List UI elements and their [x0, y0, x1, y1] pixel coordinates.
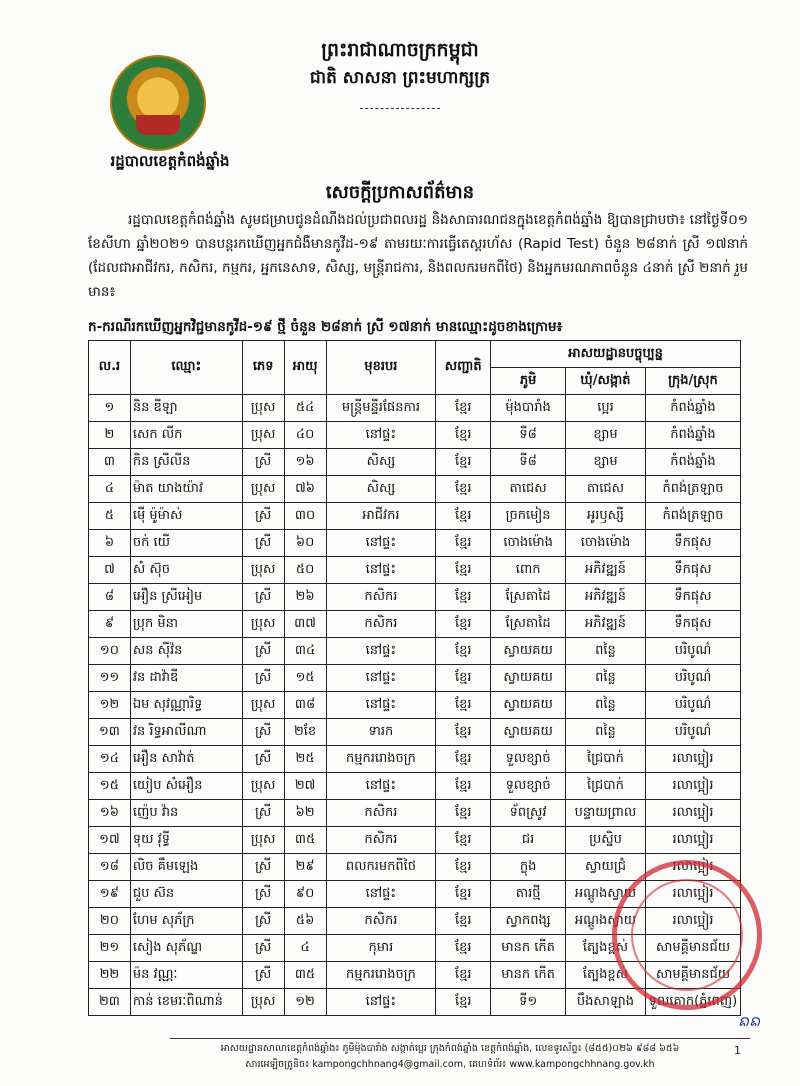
row-district: ទឹកផុស [645, 611, 740, 638]
table-row [89, 422, 741, 449]
row-name: សំ ស៊ុច [130, 557, 242, 584]
row-age: ៣០ [284, 503, 326, 530]
row-name: វន រិទ្ធអាលីណា [130, 719, 242, 746]
row-age: ៣៥ [284, 827, 326, 854]
row-no: ៨ [89, 584, 131, 611]
row-commune: តាជេស [566, 476, 646, 503]
row-village: តារថ្មី [491, 881, 566, 908]
row-no: ២០ [89, 908, 131, 935]
row-occupation: នៅផ្ទះ [326, 773, 436, 800]
row-age: ១៦ [284, 449, 326, 476]
row-village: ចោងម៉ោង [491, 530, 566, 557]
row-nationality: ខ្មែរ [436, 395, 491, 422]
footer-contact: សារអេឡិចត្រូនិច៖ kampongchhnang4@gmail.com, គេហទំព័រ៖ www.kampongchhnang.gov.kh [245, 1059, 655, 1070]
row-village: ម៉ុងបារាំង [491, 395, 566, 422]
row-occupation: កសិករ [326, 827, 436, 854]
row-no: ២៣ [89, 989, 131, 1016]
row-sex: ស្រី [242, 719, 284, 746]
row-commune: អភិវឌ្ឍន៍ [566, 557, 646, 584]
signature-mark: ᨦᨦ [738, 1011, 761, 1030]
row-occupation: នៅផ្ទះ [326, 665, 436, 692]
row-village: ទី១ [491, 989, 566, 1016]
row-age: ១៥ [284, 665, 326, 692]
row-nationality: ខ្មែរ [436, 827, 491, 854]
row-name: លិច គឹមឡេង [130, 854, 242, 881]
row-nationality: ខ្មែរ [436, 773, 491, 800]
row-commune: បឹងសាឡាង [566, 989, 646, 1016]
row-commune: អណ្តូងស្វាយ [566, 881, 646, 908]
national-motto: ជាតិ សាសនា ព្រះមហាក្សត្រ [309, 68, 491, 88]
row-name: អឿន ស្រីអៀម [130, 584, 242, 611]
row-occupation: កម្មកររោងចក្រ [326, 746, 436, 773]
row-no: ១៧ [89, 827, 131, 854]
row-district: បរិបូណ៌ [645, 638, 740, 665]
row-village: ស្វាយគយ [491, 665, 566, 692]
row-no: ៥ [89, 503, 131, 530]
row-age: ៤០ [284, 422, 326, 449]
row-name: និន ឌីឡា [130, 395, 242, 422]
table-row [89, 611, 741, 638]
row-district: រលាប្អៀរ [645, 800, 740, 827]
row-nationality: ខ្មែរ [436, 800, 491, 827]
row-district: ទឹកផុស [645, 530, 740, 557]
row-sex: ស្រី [242, 584, 284, 611]
row-no: ១៤ [89, 746, 131, 773]
row-nationality: ខ្មែរ [436, 422, 491, 449]
row-commune: អូរឫស្សី [566, 503, 646, 530]
row-commune: ត្បែងខ្ពស់ [566, 935, 646, 962]
row-village: ស្វាយគយ [491, 638, 566, 665]
row-nationality: ខ្មែរ [436, 476, 491, 503]
row-age: ៧៦ [284, 476, 326, 503]
row-occupation: នៅផ្ទះ [326, 692, 436, 719]
table-row [89, 395, 741, 422]
row-name: ឯម សុវណ្ណារិទ្ធ [130, 692, 242, 719]
row-name: ម៉ាត យាងយ៉ាវ [130, 476, 242, 503]
row-village: ជរ [491, 827, 566, 854]
row-occupation: កុមារ [326, 935, 436, 962]
row-no: ១១ [89, 665, 131, 692]
row-sex: ប្រុស [242, 692, 284, 719]
row-no: ១៥ [89, 773, 131, 800]
row-district: កំពង់ឆ្នាំង [645, 422, 740, 449]
row-occupation: អាជីវករ [326, 503, 436, 530]
row-age: ៦០ [284, 530, 326, 557]
row-commune: អភិវឌ្ឍន៍ [566, 611, 646, 638]
row-occupation: សិស្ស [326, 449, 436, 476]
row-name: យៀប សំអឿន [130, 773, 242, 800]
header-commune: ឃុំ/សង្កាត់ [566, 368, 646, 395]
provincial-emblem-logo [110, 55, 206, 151]
table-row [89, 530, 741, 557]
row-nationality: ខ្មែរ [436, 962, 491, 989]
row-nationality: ខ្មែរ [436, 881, 491, 908]
row-occupation: សិស្ស [326, 476, 436, 503]
row-sex: ប្រុស [242, 827, 284, 854]
row-name: ទុយ វុទ្ធី [130, 827, 242, 854]
row-nationality: ខ្មែរ [436, 854, 491, 881]
table-row [89, 800, 741, 827]
row-name: សន ស៊ីវ៉ន [130, 638, 242, 665]
row-district: ទឹកផុស [645, 557, 740, 584]
row-sex: ប្រុស [242, 557, 284, 584]
row-occupation: នៅផ្ទះ [326, 638, 436, 665]
decorative-divider [360, 108, 440, 111]
row-village: ពោក [491, 557, 566, 584]
header-occupation: មុខរបរ [326, 341, 436, 395]
row-nationality: ខ្មែរ [436, 989, 491, 1016]
row-commune: ពន្លៃ [566, 638, 646, 665]
notice-body: រដ្ឋបាលខេត្តកំពង់ឆ្នាំង សូមជម្រាបជូនដំណឹងដល់ប្រជាពលរដ្ឋ និងសាធារណជនក្នុងខេត្តកំពង់ឆ្នាំង ឱ្យបានជ្រាបថា៖ នៅថ្ងៃទី០១ ខែសីហា ឆ្នាំ២០២១ បានបន្តរកឃើញអ្នកជំងឺមានកូវីដ-១៩ តាមរយៈការធ្វើតេស្តរហ័ស (Rapid Test) ចំនួន ២៨នាក់ ស្រី ១៧នាក់ (ដែលជាអាជីវករ, កសិករ, កម្មករ, អ្នកនេសាទ, សិស្ស, មន្ត្រីរាជការ, និងពលករមកពីថៃ) និងអ្នកមរណភាពចំនួន ៤នាក់ ស្រី ២នាក់ រួមមាន៖ [88, 212, 748, 300]
row-nationality: ខ្មែរ [436, 719, 491, 746]
footer-divider [170, 1038, 750, 1039]
row-sex: ស្រី [242, 449, 284, 476]
row-occupation: នៅផ្ទះ [326, 989, 436, 1016]
row-nationality: ខ្មែរ [436, 665, 491, 692]
row-commune: ខ្សាម [566, 422, 646, 449]
row-village: ទី៨ [491, 449, 566, 476]
row-district: រលាប្អៀរ [645, 854, 740, 881]
table-row [89, 503, 741, 530]
row-age: ២៧ [284, 773, 326, 800]
row-occupation: កសិករ [326, 611, 436, 638]
row-age: ៤ [284, 935, 326, 962]
row-nationality: ខ្មែរ [436, 584, 491, 611]
header-sex: ភេទ [242, 341, 284, 395]
row-occupation: កម្មកររោងចក្រ [326, 962, 436, 989]
kingdom-title: ព្រះរាជាណាចក្រកម្ពុជា [321, 39, 479, 61]
row-name: កាន់ ខេមរៈពិណាន់ [130, 989, 242, 1016]
header-no: ល.រ [89, 341, 131, 395]
row-no: ៦ [89, 530, 131, 557]
row-occupation: កសិករ [326, 908, 436, 935]
row-district: បរិបូណ៌ [645, 692, 740, 719]
row-name: ម៉ន វណ្ណៈ [130, 962, 242, 989]
row-age: ២៥ [284, 746, 326, 773]
row-village: មានក កើត [491, 935, 566, 962]
row-age: ២៦ [284, 584, 326, 611]
row-nationality: ខ្មែរ [436, 692, 491, 719]
row-nationality: ខ្មែរ [436, 611, 491, 638]
row-commune: ស្វាយជ្រំ [566, 854, 646, 881]
row-occupation: ទារក [326, 719, 436, 746]
row-nationality: ខ្មែរ [436, 638, 491, 665]
row-commune: បន្ទាយព្រាល [566, 800, 646, 827]
row-age: ២ខែ [284, 719, 326, 746]
row-commune: ជ្រៃបាក់ [566, 773, 646, 800]
row-sex: ស្រី [242, 908, 284, 935]
row-sex: ស្រី [242, 746, 284, 773]
row-nationality: ខ្មែរ [436, 908, 491, 935]
row-sex: ប្រុស [242, 476, 284, 503]
table-row [89, 719, 741, 746]
row-sex: ស្រី [242, 962, 284, 989]
row-district: រលាប្អៀរ [645, 827, 740, 854]
row-village: ទី៨ [491, 422, 566, 449]
table-row [89, 692, 741, 719]
row-district: ទឹកផុស [645, 584, 740, 611]
row-name: កិន ស្រីលីន [130, 449, 242, 476]
row-commune: ពន្លៃ [566, 665, 646, 692]
row-village: ទួលខ្សាច់ [491, 746, 566, 773]
row-age: ២៩ [284, 854, 326, 881]
row-no: ១២ [89, 692, 131, 719]
row-sex: ស្រី [242, 503, 284, 530]
header-age: អាយុ [284, 341, 326, 395]
row-name: អឿន សាវ៉ាត់ [130, 746, 242, 773]
row-occupation: នៅផ្ទះ [326, 557, 436, 584]
row-no: ២១ [89, 935, 131, 962]
row-village: ស្រែតាដៃ [491, 611, 566, 638]
row-no: ១ [89, 395, 131, 422]
row-no: ១៣ [89, 719, 131, 746]
row-sex: ប្រុស [242, 611, 284, 638]
row-village: ទួលខ្សាច់ [491, 773, 566, 800]
row-no: ៩ [89, 611, 131, 638]
row-district: រលាប្អៀរ [645, 881, 740, 908]
row-sex: ស្រី [242, 935, 284, 962]
row-sex: ប្រុស [242, 773, 284, 800]
row-age: ១២ [284, 989, 326, 1016]
row-sex: ស្រី [242, 665, 284, 692]
row-age: ៥០ [284, 557, 326, 584]
row-district: រលាប្អៀរ [645, 908, 740, 935]
row-district: បរិបូណ៌ [645, 665, 740, 692]
table-row [89, 449, 741, 476]
row-village: ទ័ពស្រូវ [491, 800, 566, 827]
row-age: ៥៤ [284, 395, 326, 422]
row-district: កំពង់ត្រឡាច [645, 503, 740, 530]
table-row [89, 557, 741, 584]
row-district: កំពង់ឆ្នាំង [645, 449, 740, 476]
row-district: រលាប្អៀរ [645, 746, 740, 773]
row-district: កំពង់ឆ្នាំង [645, 395, 740, 422]
row-sex: ស្រី [242, 881, 284, 908]
row-village: ស្វាយគយ [491, 719, 566, 746]
row-age: ៣៤ [284, 638, 326, 665]
row-no: ៧ [89, 557, 131, 584]
row-name: សេក លីក [130, 422, 242, 449]
row-nationality: ខ្មែរ [436, 449, 491, 476]
row-name: ជួប ស៊ន [130, 881, 242, 908]
row-commune: ខ្សាម [566, 449, 646, 476]
row-age: ៥៦ [284, 908, 326, 935]
row-occupation: កសិករ [326, 584, 436, 611]
table-row [89, 827, 741, 854]
row-occupation: មន្ត្រីមន្ទីរផែនការ [326, 395, 436, 422]
row-age: ៩០ [284, 881, 326, 908]
row-sex: ប្រុស [242, 395, 284, 422]
row-age: ៣៧ [284, 611, 326, 638]
row-commune: ប្អេរ [566, 395, 646, 422]
ministry-name: រដ្ឋបាលខេត្តកំពង់ឆ្នាំង [110, 152, 230, 170]
row-name: ប្រុក មិនា [130, 611, 242, 638]
row-sex: ប្រុស [242, 989, 284, 1016]
page-number: 1 [734, 1044, 741, 1057]
notice-title: សេចក្តីប្រកាសព័ត៌មាន [325, 182, 475, 203]
header-nationality: សញ្ជាតិ [436, 341, 491, 395]
row-village: ស្រែតាដៃ [491, 584, 566, 611]
row-age: ៦២ [284, 800, 326, 827]
row-occupation: នៅផ្ទះ [326, 422, 436, 449]
row-nationality: ខ្មែរ [436, 935, 491, 962]
row-occupation: ពលករមកពីថៃ [326, 854, 436, 881]
row-commune: ប្រស្និប [566, 827, 646, 854]
header-village: ភូមិ [491, 368, 566, 395]
row-no: ៤ [89, 476, 131, 503]
row-village: ក្លុង [491, 854, 566, 881]
table-row [89, 638, 741, 665]
row-nationality: ខ្មែរ [436, 503, 491, 530]
header-address: អាសយដ្ឋានបច្ចុប្បន្ន [491, 341, 741, 368]
footer-address: អាសយដ្ឋានសាលាខេត្តកំពង់ឆ្នាំង៖ ភូមិម៉ុងបារាំង សង្កាត់ប្អេរ ក្រុងកំពង់ឆ្នាំង ខេត្តកំពង់ឆ្នាំង, លេខទូរស័ព្ទ៖ (៨៥៥)០២៦ ៩៨៨ ៦៥៦ [220, 1043, 680, 1054]
row-village: តាជេស [491, 476, 566, 503]
row-nationality: ខ្មែរ [436, 557, 491, 584]
row-sex: ប្រុស [242, 422, 284, 449]
row-commune: ត្បែងខ្ពស់ [566, 962, 646, 989]
row-occupation: នៅផ្ទះ [326, 530, 436, 557]
row-sex: ស្រី [242, 530, 284, 557]
row-no: ១៩ [89, 881, 131, 908]
row-no: ២ [89, 422, 131, 449]
table-row [89, 746, 741, 773]
table-row [89, 773, 741, 800]
row-commune: ជ្រៃបាក់ [566, 746, 646, 773]
row-commune: អភិវឌ្ឍន៍ [566, 584, 646, 611]
row-sex: ស្រី [242, 638, 284, 665]
row-no: ១៦ [89, 800, 131, 827]
row-no: ២២ [89, 962, 131, 989]
row-district: រលាប្អៀរ [645, 773, 740, 800]
row-name: វន ដាវ៉ាឌី [130, 665, 242, 692]
table-row [89, 665, 741, 692]
cases-subheading: ក-ករណីរកឃើញអ្នកវិជ្ជមានកូវីដ-១៩ ថ្មី ចំនួន ២៨នាក់ ស្រី ១៧នាក់ មានឈ្មោះដូចខាងក្រោម៖ [88, 319, 563, 335]
row-sex: ស្រី [242, 854, 284, 881]
row-district: សាមគ្គីមានជ័យ [645, 935, 740, 962]
row-nationality: ខ្មែរ [436, 746, 491, 773]
row-village: មានក កើត [491, 962, 566, 989]
row-commune: ពន្លៃ [566, 692, 646, 719]
row-age: ៣៨ [284, 692, 326, 719]
header-name: ឈ្មោះ [130, 341, 242, 395]
row-name: សៀង សុភ័ណ្ឌ [130, 935, 242, 962]
table-row [89, 584, 741, 611]
official-seal-stamp [612, 860, 762, 1010]
row-name: ម៉ើ ម៉ូម៉ាស់ [130, 503, 242, 530]
row-commune: ចោងម៉ោង [566, 530, 646, 557]
row-district: ទួលគោក(ភ្នំពេញ) [645, 989, 740, 1016]
row-village: ស្វាកពង្ស [491, 908, 566, 935]
row-name: ហែម សុភ័ក្រ [130, 908, 242, 935]
table-row [89, 476, 741, 503]
row-occupation: កសិករ [326, 800, 436, 827]
row-district: បរិបូណ៌ [645, 719, 740, 746]
row-village: ស្វាយគយ [491, 692, 566, 719]
row-district: សាមគ្គីមានជ័យ [645, 962, 740, 989]
row-no: ១៨ [89, 854, 131, 881]
row-village: ច្រកមៀន [491, 503, 566, 530]
header-district: ក្រុង/ស្រុក [645, 368, 740, 395]
row-name: ចក់ យើ [130, 530, 242, 557]
row-no: ១០ [89, 638, 131, 665]
row-occupation: នៅផ្ទះ [326, 881, 436, 908]
row-commune: ពន្លៃ [566, 719, 646, 746]
row-nationality: ខ្មែរ [436, 530, 491, 557]
row-district: កំពង់ត្រឡាច [645, 476, 740, 503]
row-name: ញ៉េប វ៉ាន [130, 800, 242, 827]
row-commune: អណ្តូងស្វាយ [566, 908, 646, 935]
row-no: ៣ [89, 449, 131, 476]
row-sex: ស្រី [242, 800, 284, 827]
row-age: ៣៥ [284, 962, 326, 989]
